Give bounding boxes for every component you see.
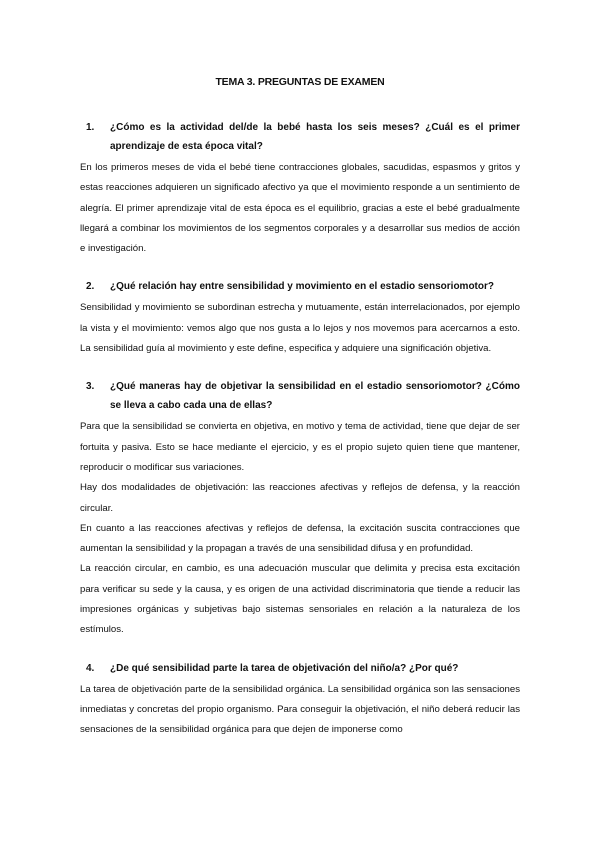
question-4	[80, 659, 520, 678]
question-number: 4.	[86, 662, 95, 674]
section-3	[80, 377, 520, 640]
question-1	[80, 118, 520, 156]
section-4	[80, 659, 520, 741]
section-2	[80, 277, 520, 359]
question-text: ¿Cómo es la actividad del/de la bebé hasta los seis meses? ¿Cuál es el primer aprendizaje de esta época vital?	[110, 122, 520, 152]
answer-paragraph: Para que la sensibilidad se convierta en objetiva, en motivo y tema de actividad, tiene que dejar de ser fortuita y pasiva. Esto se hace mediante el ejercicio, y es el propio sujeto quien tiene que mantener, reproducir o modificar sus variaciones.	[80, 421, 520, 473]
question-number: 2.	[86, 281, 95, 293]
question-number: 1.	[86, 122, 95, 133]
answer-paragraph: En cuanto a las reacciones afectivas y reflejos de defensa, la excitación suscita contracciones que aumentan la sensibilidad y la propagan a través de una sensibilidad difusa y en profundidad.	[80, 522, 520, 555]
document-title: TEMA 3. PREGUNTAS DE EXAMEN	[215, 76, 385, 88]
answer-paragraph: La reacción circular, en cambio, es una adecuación muscular que delimita y precisa esta excitación para verificar su sede y la causa, y es origen de una actividad discriminatoria que tiende a reducir las impresiones orgánicas y subjetivas bajo sistemas sensoriales en relación a la naturaleza de los estímulos.	[80, 563, 520, 636]
section-1	[80, 118, 520, 259]
question-3	[80, 377, 520, 415]
answer-paragraph: Sensibilidad y movimiento se subordinan estrecha y mutuamente, están interrelacionados, por ejemplo la vista y el movimiento: vemos algo que nos gusta a lo lejos y nos movemos para acercarnos a esto. La sensibilidad guía al movimiento y este define, especifica y adquiere una significación objetiva.	[80, 302, 520, 355]
answer-paragraph: Hay dos modalidades de objetivación: las reacciones afectivas y reflejos de defensa, y la reacción circular.	[80, 482, 520, 514]
answer-paragraph: En los primeros meses de vida el bebé tiene contracciones globales, sacudidas, espasmos y gritos y estas reacciones adquieren un significado afectivo ya que el movimiento responde a un sentimiento de alegría. El primer aprendizaje vital de esta época es el equilibrio, gracias a este el bebé gradualmente llegará a combinar los movimientos de los segmentos corporales y a desarrollar sus medios de acción e investigación.	[80, 162, 520, 255]
question-text: ¿Qué relación hay entre sensibilidad y movimiento en el estadio sensoriomotor?	[110, 281, 494, 293]
question-text: ¿Qué maneras hay de objetivar la sensibilidad en el estadio sensoriomotor? ¿Cómo se lleva a cabo cada una de ellas?	[110, 381, 520, 412]
question-2	[80, 277, 520, 296]
answer-paragraph: La tarea de objetivación parte de la sensibilidad orgánica. La sensibilidad orgánica son las sensaciones inmediatas y concretas del propio organismo. Para conseguir la objetivación, el niño deberá reducir las sensaciones de la sensibilidad orgánica para que dejen de imponerse como	[80, 683, 520, 736]
question-number: 3.	[86, 381, 95, 393]
question-text: ¿De qué sensibilidad parte la tarea de objetivación del niño/a? ¿Por qué?	[110, 662, 459, 674]
